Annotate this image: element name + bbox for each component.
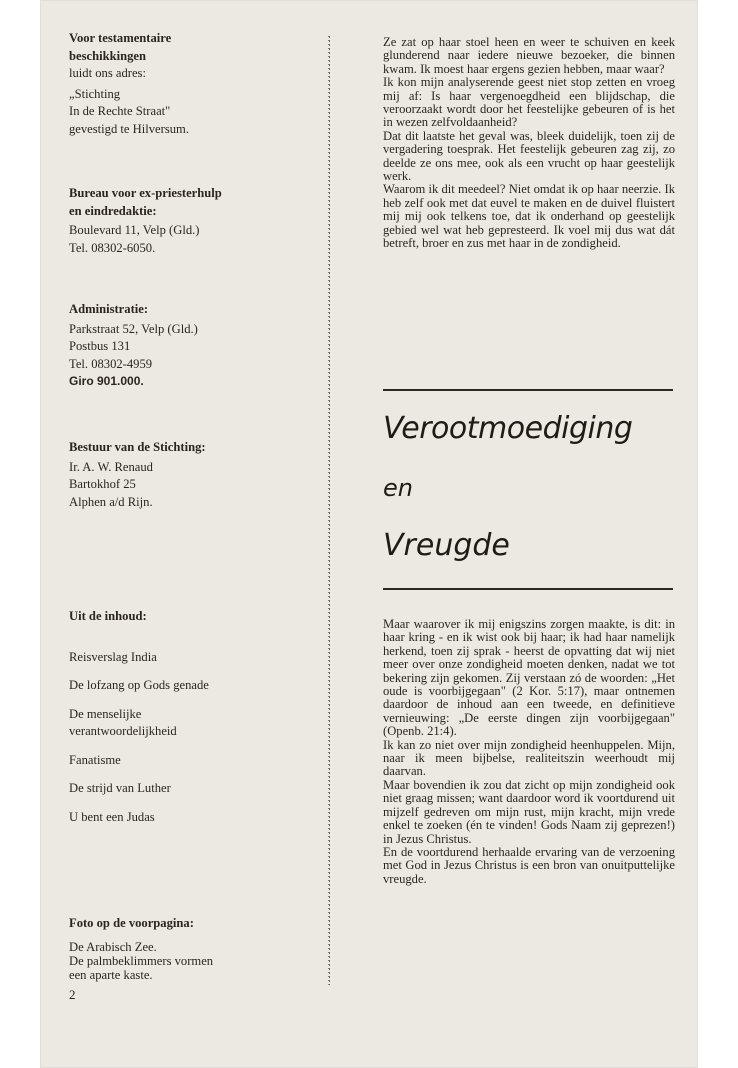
foto-line: De palmbeklimmers vormen: [69, 954, 214, 968]
paragraph: Ze zat op haar stoel heen en weer te schuiven en keek glunderend naar iedere nieuwe bezoeker, die binnen kwam. Ik moest haar ergens gezien hebben, maar waar?: [383, 35, 675, 76]
article-title-line-2: en: [383, 474, 413, 502]
testament-line: In de Rechte Straat": [69, 104, 171, 118]
testament-section: [69, 30, 189, 138]
bestuur-line: Ir. A. W. Renaud: [69, 459, 153, 474]
foto-section: [69, 916, 213, 982]
paragraph: Dat dit laatste het geval was, bleek duidelijk, toen zij de vergadering toesprak. Het feestelijk gebeuren zag zij, zo deelde ze ons mee, ook als een vrucht op haar geestelijk werk.: [383, 128, 675, 184]
foto-line: een aparte kaste.: [69, 968, 153, 982]
bestuur-heading: Bestuur van de Stichting:: [69, 440, 206, 454]
administratie-line: Parkstraat 52, Velp (Gld.): [69, 321, 198, 336]
bureau-line: Tel. 08302-6050.: [69, 240, 156, 255]
toc-item: Fanatisme: [69, 752, 121, 767]
foto-line: De Arabisch Zee.: [69, 940, 157, 954]
paragraph: Maar waarover ik mij enigszins zorgen maakte, is dit: in haar kring - en ik wist ook bij haar; ik had haar namelijk herkend, toen zij sprak - heerst de opvatting dat wij niet meer over onze zondigheid moeten denken, nadat we tot bekering zijn gekomen. Zij verstaan zó de woorden: „Het oude is voorbijgegaan" (2 Kor. 5:17), maar ontnemen daardoor de inhoud aan een tweede, en definitieve vernieuwing: „De eerste dingen zijn voorbijgegaan" (Openb. 21:4).: [383, 617, 675, 739]
page-number: 2: [69, 987, 76, 1002]
administratie-line: Postbus 131: [69, 339, 131, 353]
toc-item: Reisverslag India: [69, 649, 157, 664]
testament-line: luidt ons adres:: [69, 66, 146, 80]
testament-line: „Stichting: [69, 86, 121, 101]
magazine-page: [40, 0, 698, 1068]
toc-item: De lofzang op Gods genade: [69, 678, 209, 692]
paragraph: Waarom ik dit meedeel? Niet omdat ik op haar neerzie. Ik heb zelf ook met dat euvel te maken en de duivel fluistert mij mij ook telkens toe, dat ik onderhand op geestelijk gebied wel wat heb gepresteerd. Ik voel mij dus wat dát betreft, broer en zus met haar in de zondigheid.: [383, 182, 675, 251]
paragraph: En de voortdurend herhaalde ervaring van de verzoening met God in Jezus Christus is een bron van onuitputtelijke vreugde.: [383, 844, 675, 886]
column-divider: [326, 35, 332, 985]
bestuur-line: Alphen a/d Rijn.: [69, 494, 153, 509]
toc-item: De strijd van Luther: [69, 781, 171, 795]
paragraph: Ik kan zo niet over mijn zondigheid heenhuppelen. Mijn, naar ik meen bijbelse, realiteitszin weerhoudt mij daarvan.: [383, 737, 675, 779]
paragraph: Maar bovendien ik zou dat zicht op mijn zondigheid ook niet graag missen; want daardoor word ik voortdurend uit mijzelf gedreven om mijn rust, mijn kracht, mijn vrede enkel te zoeken (én te vinden! Gods Naam zij geprezen!) in Jezus Christus.: [383, 777, 675, 846]
toc-item: De menselijke verantwoordelijkheid: [69, 706, 177, 738]
testament-line: gevestigd te Hilversum.: [69, 121, 189, 136]
paragraph: Ik kon mijn analyserende geest niet stop zetten en vroeg mij af: Is haar vergenoegdheid een blijdschap, die veroorzaakt wordt door het feestelijke gebeuren of is het in wezen zelfvoldaanheid?: [383, 75, 675, 130]
testament-heading-2: beschikkingen: [69, 48, 146, 63]
bestuur-section: [69, 439, 206, 511]
toc-item: U bent een Judas: [69, 809, 155, 824]
administratie-line: Tel. 08302-4959: [69, 356, 153, 371]
article-bottom-text: [383, 618, 675, 886]
article-title-line-3: Vreugde: [383, 528, 510, 563]
bureau-section: [69, 185, 222, 257]
bureau-line: Boulevard 11, Velp (Gld.): [69, 223, 200, 237]
title-rule-bottom: [383, 588, 673, 590]
title-rule-top: [383, 389, 673, 391]
inhoud-heading: Uit de inhoud:: [69, 609, 147, 623]
bureau-heading-2: en eindredaktie:: [69, 203, 157, 218]
inhoud-section: [69, 608, 239, 826]
administratie-section: [69, 301, 198, 391]
giro-number: Giro 901.000.: [69, 374, 144, 388]
testament-heading: Voor testamentaire: [69, 31, 172, 45]
article-top-text: [383, 36, 675, 251]
bureau-heading: Bureau voor ex-priesterhulp: [69, 186, 222, 200]
bestuur-line: Bartokhof 25: [69, 477, 136, 491]
article-title-line-1: Verootmoediging: [383, 411, 633, 446]
administratie-heading: Administratie:: [69, 302, 149, 316]
foto-heading: Foto op de voorpagina:: [69, 916, 194, 930]
